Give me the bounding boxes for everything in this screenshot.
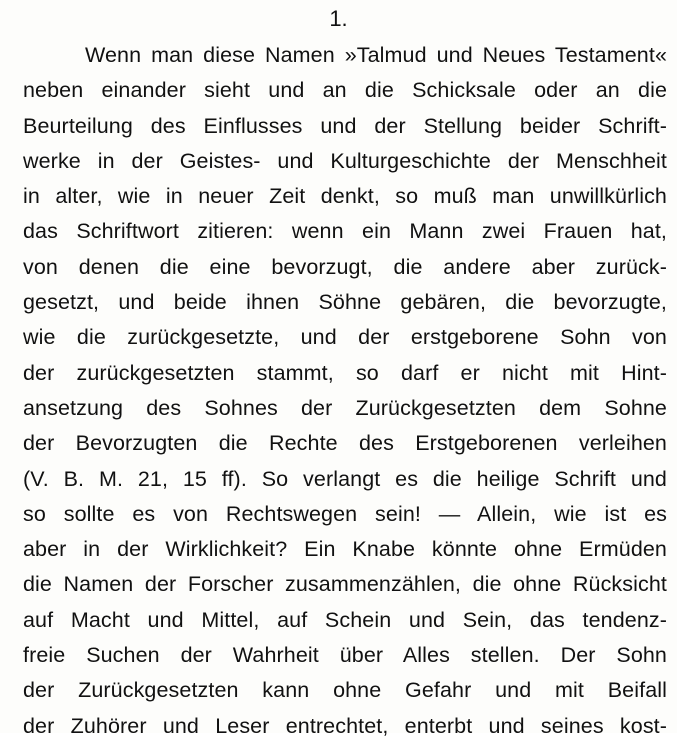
text-line-14: so sollte es von Rechtswegen sein! — Allein, wie ist es bbox=[23, 501, 667, 526]
text-line-10: der zurückgesetzten stammt, so darf er nicht mit Hint- bbox=[23, 360, 667, 385]
text-line-5: in alter, wie in neuer Zeit denkt, so muß man unwillkürlich bbox=[23, 184, 667, 209]
text-line-11: ansetzung des Sohnes der Zurückgesetzten dem Sohne bbox=[23, 395, 667, 420]
page-number: 1. bbox=[329, 6, 348, 31]
text-line-3: Beurteilung des Einflusses und der Stellung beider Schrift- bbox=[23, 113, 667, 138]
text-line-16: die Namen der Forscher zusammenzählen, die ohne Rücksicht bbox=[23, 572, 667, 597]
text-line-18: freie Suchen der Wahrheit über Alles stellen. Der Sohn bbox=[23, 643, 667, 668]
body-paragraph bbox=[23, 38, 667, 744]
text-line-13: (V. B. M. 21, 15 ff). So verlangt es die heilige Schrift und bbox=[23, 466, 667, 491]
text-line-2: neben einander sieht und an die Schicksale oder an die bbox=[23, 78, 667, 103]
text-line-15: aber in der Wirklichkeit? Ein Knabe könnte ohne Ermüden bbox=[23, 537, 667, 562]
text-line-1: Wenn man diese Namen »Talmud und Neues Testament« bbox=[85, 43, 667, 67]
text-line-4: werke in der Geistes- und Kulturgeschichte der Menschheit bbox=[23, 148, 667, 173]
text-line-8: gesetzt, und beide ihnen Söhne gebären, die bevorzugte, bbox=[23, 290, 667, 315]
text-line-12: der Bevorzugten die Rechte des Erstgeborenen verleihen bbox=[23, 431, 667, 456]
text-line-7: von denen die eine bevorzugt, die andere aber zurück- bbox=[23, 254, 667, 279]
text-line-9: wie die zurückgesetzte, und der erstgeborene Sohn von bbox=[23, 325, 667, 350]
text-line-17: auf Macht und Mittel, auf Schein und Sein, das tendenz- bbox=[23, 607, 667, 632]
text-line-20: der Zuhörer und Leser entrechtet, enterbt und seines kost- bbox=[23, 713, 667, 738]
text-line-19: der Zurückgesetzten kann ohne Gefahr und mit Beifall bbox=[23, 678, 667, 703]
text-line-6: das Schriftwort zitieren: wenn ein Mann zwei Frauen hat, bbox=[23, 219, 667, 244]
